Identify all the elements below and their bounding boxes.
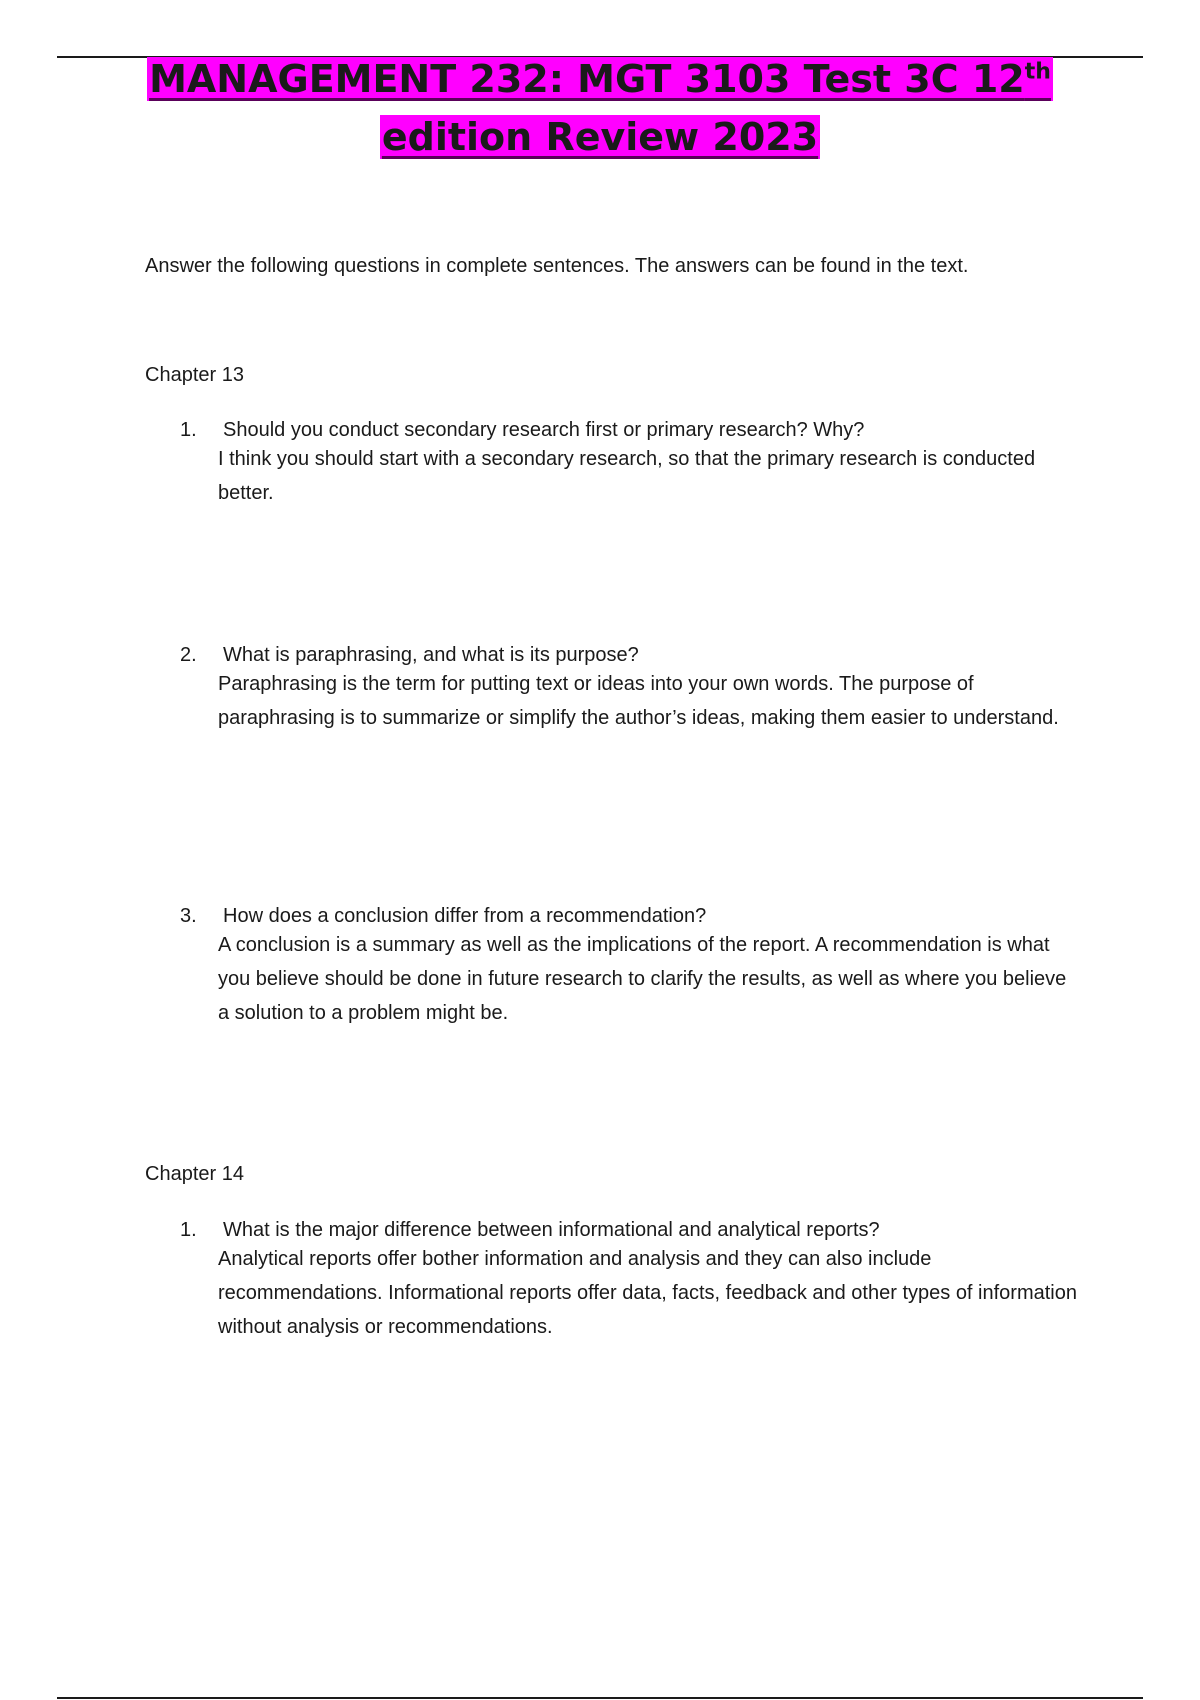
answer-text: I think you should start with a secondary research, so that the primary research is conducted better. bbox=[218, 448, 1036, 504]
question-block bbox=[180, 641, 1080, 735]
question-text: Should you conduct secondary research first or primary research? Why? bbox=[223, 419, 865, 441]
answer-text: Paraphrasing is the term for putting text or ideas into your own words. The purpose of paraphrasing is to summarize or simplify the author’s ideas, making them easier to understand. bbox=[218, 673, 1059, 729]
answer-text: Analytical reports offer bother information and analysis and they can also include recommendations. Informational reports offer data, facts, feedback and other types of information without analysis or recommendations. bbox=[218, 1248, 1077, 1338]
question-line bbox=[180, 641, 1080, 669]
title-line1: MANAGEMENT 232: MGT 3103 Test 3C 12 bbox=[149, 57, 1025, 101]
question-number: 3. bbox=[180, 905, 197, 927]
question-block bbox=[180, 1216, 1080, 1344]
question-text: What is paraphrasing, and what is its purpose? bbox=[223, 644, 639, 666]
question-text: What is the major difference between informational and analytical reports? bbox=[223, 1219, 880, 1241]
question-number: 2. bbox=[180, 644, 197, 666]
instructions: Answer the following questions in complete sentences. The answers can be found in the text. bbox=[145, 255, 969, 277]
question-text: How does a conclusion differ from a recommendation? bbox=[223, 905, 707, 927]
question-line bbox=[180, 1216, 1080, 1244]
title-highlight bbox=[147, 57, 1053, 101]
question-block bbox=[180, 416, 1080, 510]
title-superscript: th bbox=[1024, 59, 1051, 85]
question-number: 1. bbox=[180, 1219, 197, 1241]
bottom-rule bbox=[57, 1697, 1143, 1699]
chapter-heading-13: Chapter 13 bbox=[145, 364, 244, 386]
document-title bbox=[0, 50, 1200, 166]
title-line2: edition Review 2023 bbox=[381, 115, 819, 159]
question-line bbox=[180, 902, 1080, 930]
chapter-heading-14: Chapter 14 bbox=[145, 1163, 244, 1185]
answer-text: A conclusion is a summary as well as the implications of the report. A recommendation is what you believe should be done in future research to clarify the results, as well as where you believe a solution to a problem might be. bbox=[218, 934, 1067, 1024]
question-block bbox=[180, 902, 1080, 1030]
question-number: 1. bbox=[180, 419, 197, 441]
question-line bbox=[180, 416, 1080, 444]
